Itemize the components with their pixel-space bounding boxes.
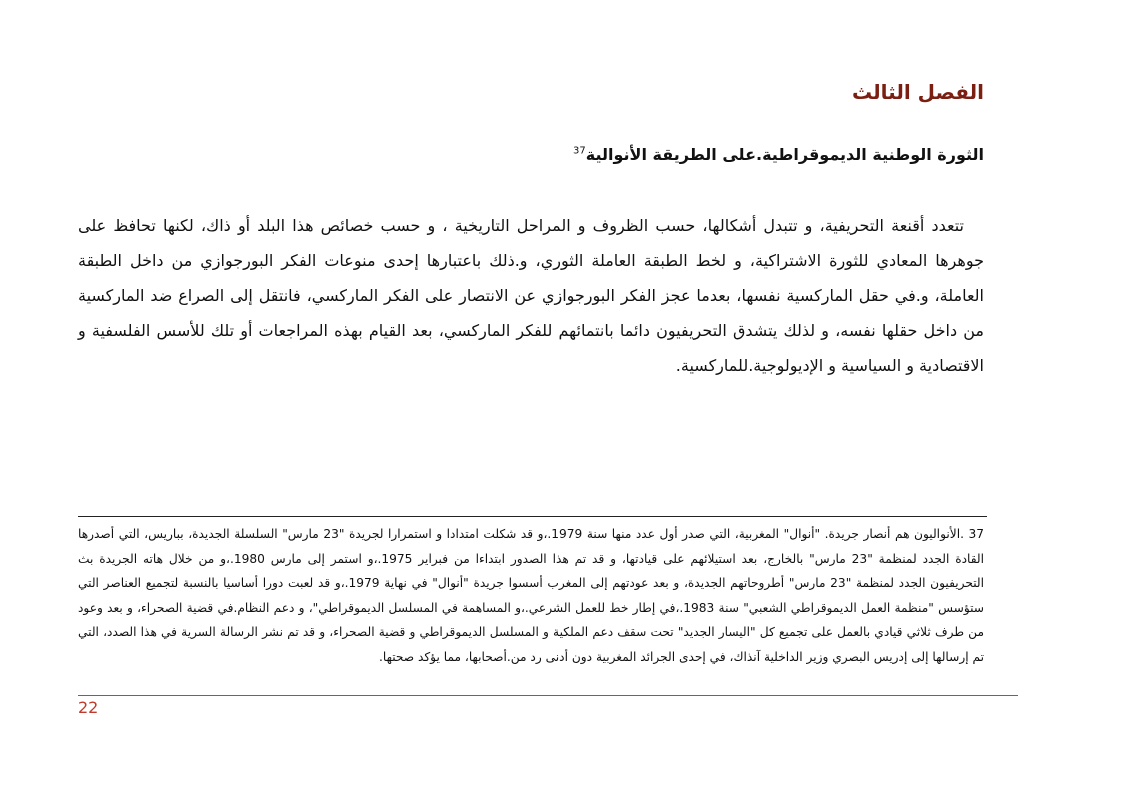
body-paragraph [78,208,984,383]
footer-rule [78,695,1018,696]
page-number: 22 [78,698,99,717]
section-heading [184,145,984,164]
body-paragraph-text: تتعدد أقنعة التحريفية، و تتبدل أشكالها، حسب الظروف و المراحل التاريخية ، و حسب خصائص هذا البلد أو ذاك، لكنها تحافظ على جوهرها المعادي للثورة الاشتراكية، و لخط الطبقة العاملة الثوري، و.ذلك باعتبارها إحدى منوعات الفكر البورجوازي من داخل الطبقة العاملة، و.في حقل الماركسية نفسها، بعدما عجز الفكر البورجوازي عن الانتصار على الفكر الماركسي، فانتقل إلى الصراع ضد الماركسية من داخل حقلها نفسه، و لذلك يتشدق التحريفيون دائما بانتمائهم للفكر الماركسي، بعد القيام بهذه المراجعات أو تلك للأسس الفلسفية و الاقتصادية و السياسية و الإديولوجية.للماركسية. [78,216,984,375]
footnote-reference[interactable]: 37 [573,145,586,157]
footnote: 37 .الأنواليون هم أنصار جريدة. "أنوال" المغربية، التي صدر أول عدد منها سنة 1979.،و قد شكلت امتدادا و استمرارا لجريدة "23 مارس" السلسلة الجديدة، بباريس، التي أصدرها القادة الجدد لمنظمة "23 مارس" بالخارج، بعد استيلائهم على قيادتها، و قد تم هذا الصدور ابتداءا من فبراير 1975.،و استمر إلى مارس 1980.،و من خلال هاته الجريدة بث التحريفيون الجدد لمنظمة "23 مارس" أطروحاتهم الجديدة، و بعد عودتهم إلى المغرب أسسوا جريدة "أنوال" في نهاية 1979.،و قد لعبت دورا أساسيا بالنسبة لتجميع العناصر التي ستؤسس "منظمة العمل الديموقراطي الشعبي" سنة 1983.،في إطار خط للعمل الشرعي.،و المساهمة في المسلسل الديموقراطي"، و دعم النظام.في قضية الصحراء، و بعد وعود من طرف ثلاثي قيادي بالعمل على تجميع كل "اليسار الجديد" تحت سقف دعم الملكية و المسلسل الديموقراطي و قضية الصحراء، و قد تم نشر الرسالة السرية في هذا الصدد، التي تم إرسالها إلى إدريس البصري وزير الداخلية آنذاك، في إحدى الجرائد المغربية دون أدنى رد من.أصحابها، مما يؤكد صحتها. [78,527,985,664]
chapter-title: الفصل الثالث [851,80,984,104]
section-heading-text: الثورة الوطنية الديموقراطية.على الطريقة الأنوالية [585,145,984,164]
footnote-separator [78,516,987,517]
